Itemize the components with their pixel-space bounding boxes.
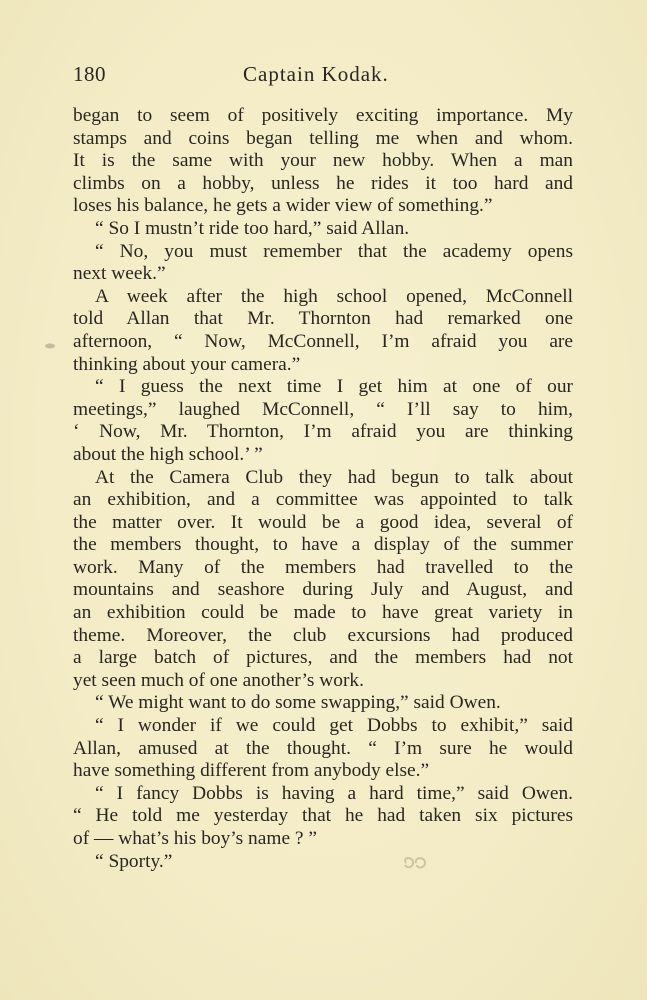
text-line: stamps and coins began telling me when and whom.	[73, 127, 573, 149]
printer-ornament	[400, 855, 428, 871]
text-line: of — what’s his boy’s name ? ”	[73, 828, 317, 849]
text-line: mountains and seashore during July and August, and	[73, 579, 573, 601]
text-line: began to seem of positively exciting importance. My	[73, 105, 573, 126]
text-line: yet seen much of one another’s work.	[73, 669, 364, 691]
text-line: Allan, amused at the thought. “ I’m sure he would	[73, 737, 573, 759]
text-line: climbs on a hobby, unless he rides it too hard and	[73, 172, 573, 194]
text-line: At the Camera Club they had begun to talk about	[95, 466, 573, 488]
ink-smudge	[44, 342, 56, 350]
text-line: “ I guess the next time I get him at one of our	[95, 376, 573, 398]
text-line: “ No, you must remember that the academy opens	[95, 240, 573, 262]
text-line: theme. Moreover, the club excursions had produced	[73, 624, 573, 646]
text-line: told Allan that Mr. Thornton had remarked one	[73, 308, 573, 330]
text-line: “ He told me yesterday that he had taken six pictures	[73, 805, 573, 827]
running-title: Captain Kodak.	[243, 62, 389, 86]
text-line: ‘ Now, Mr. Thornton, I’m afraid you are thinking	[73, 421, 573, 443]
text-line: an exhibition could be made to have great variety in	[73, 602, 573, 624]
text-line: the members thought, to have a display of the summer	[73, 534, 573, 556]
text-line: work. Many of the members had travelled to the	[73, 556, 573, 578]
text-line: thinking about your camera.”	[73, 353, 301, 375]
text-line: meetings,” laughed McConnell, “ I’ll say to him,	[73, 398, 573, 420]
text-line: next week.”	[73, 263, 166, 285]
text-line: a large batch of pictures, and the members had not	[73, 647, 573, 669]
text-line: “ I fancy Dobbs is having a hard time,” said Owen.	[95, 782, 573, 804]
text-line: the matter over. It would be a good idea, several of	[73, 511, 573, 533]
text-line: “ I wonder if we could get Dobbs to exhibit,” said	[95, 715, 573, 737]
text-line: “ We might want to do some swapping,” said Owen.	[95, 692, 501, 714]
page-number: 180	[73, 62, 106, 86]
text-line: about the high school.’ ”	[73, 443, 263, 465]
text-line: afternoon, “ Now, McConnell, I’m afraid you are	[73, 330, 573, 352]
text-line: an exhibition, and a committee was appointed to talk	[73, 489, 573, 511]
text-line: “ So I mustn’t ride too hard,” said Allan.	[95, 217, 410, 239]
text-line: loses his balance, he gets a wider view of something.”	[73, 195, 493, 217]
text-line: have something different from anybody else.”	[73, 760, 430, 782]
page-header	[73, 62, 573, 92]
text-line: “ Sporty.”	[95, 850, 173, 872]
text-line: A week after the high school opened, McConnell	[95, 285, 573, 307]
text-line: It is the same with your new hobby. When a man	[73, 150, 573, 172]
body-text	[73, 105, 573, 873]
